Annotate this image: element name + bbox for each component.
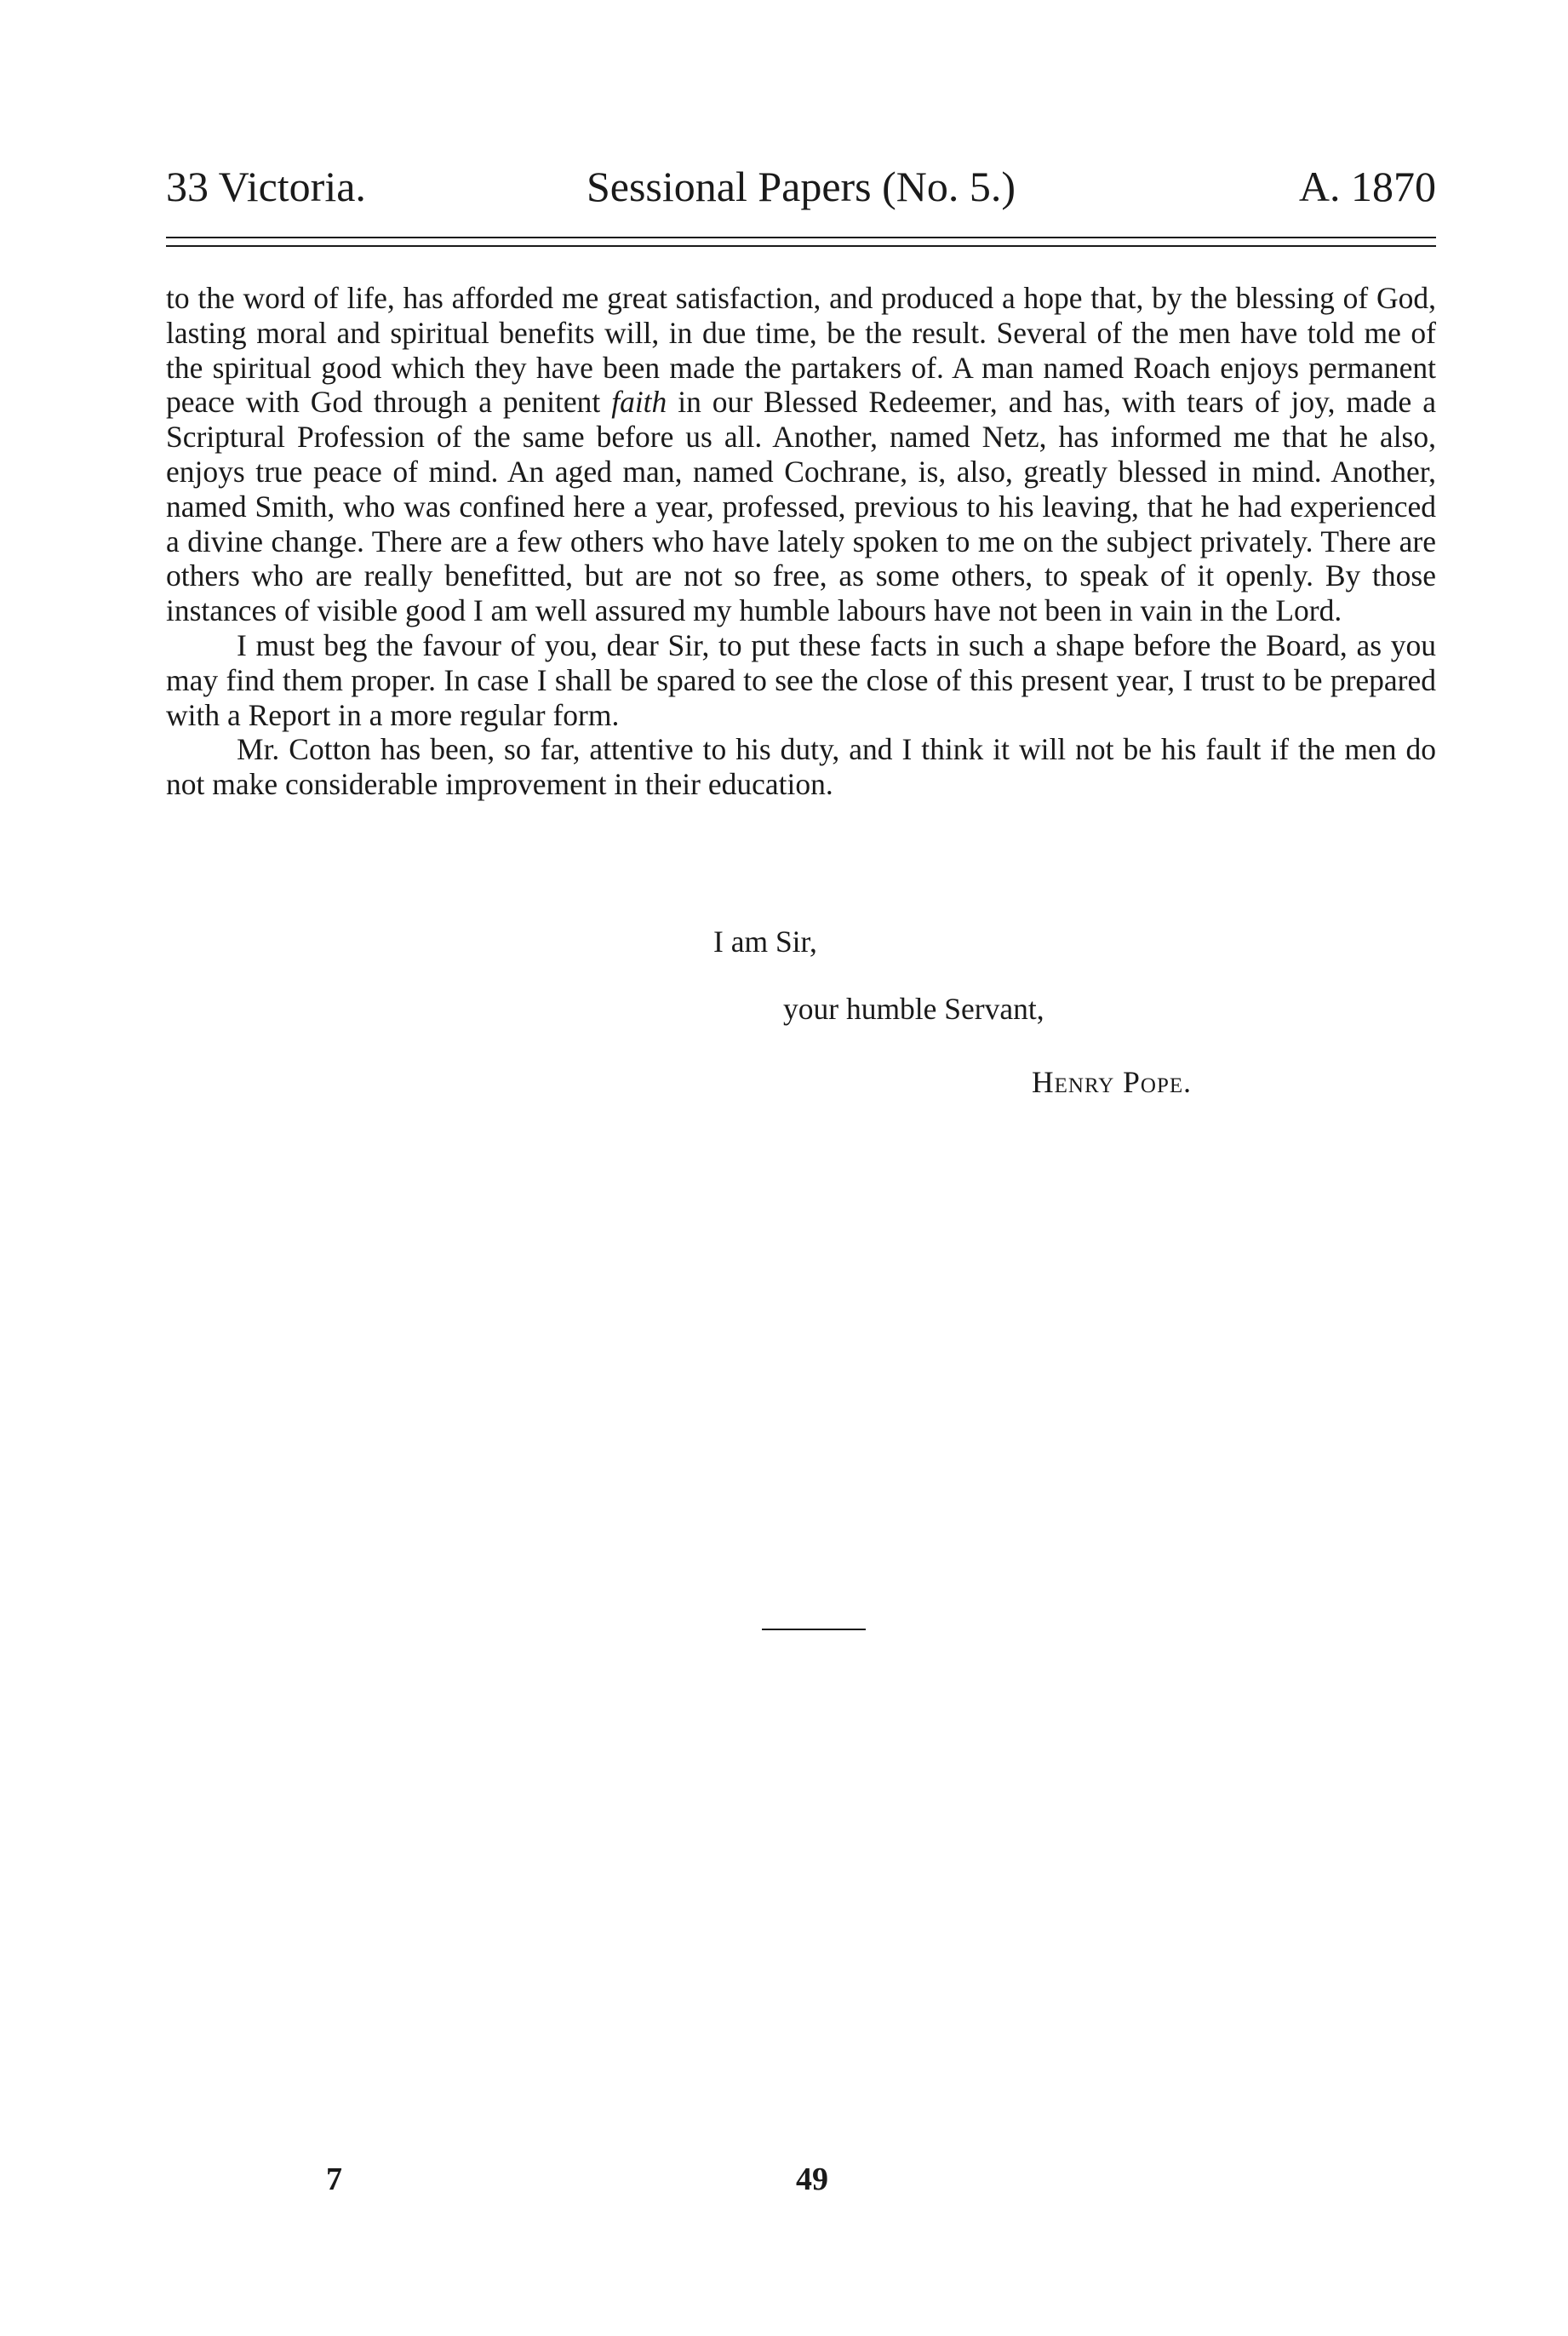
header-year: A. 1870 [1298, 163, 1436, 210]
header-session: 33 Victoria. [166, 163, 366, 210]
letter-body [166, 281, 1436, 802]
signature-mark: 7 [326, 2161, 342, 2197]
paragraph-1-italic: faith [611, 385, 667, 420]
paragraph-1-part-a: to the word of life, has afforded me great satisfaction, and produced a hope that, by the blessing of God, lasting moral and spiritual benefits will, in due time, be the result. Several of the men have told me of the spiritual good which they have been made the partakers of. A man named Roach enjoys permanent peace with God through a penitent [166, 281, 1436, 420]
paragraph-2: I must beg the favour of you, dear Sir, to put these facts in such a shape before the Board, as you may find them proper. In case I shall be spared to see the close of this present year, I trust to be prepared with a Report in a more regular form. [166, 627, 1436, 732]
running-header [166, 162, 1436, 221]
header-title: Sessional Papers (No. 5.) [586, 163, 1016, 210]
paragraph-1 [166, 281, 1436, 628]
signature: Henry Pope. [1032, 1065, 1193, 1099]
salutation: I am Sir, [713, 925, 817, 959]
header-rule-bottom [166, 245, 1436, 247]
page-number: 49 [796, 2161, 828, 2197]
valediction: your humble Servant, [783, 992, 1044, 1026]
paragraph-1-part-b: in our Blessed Redeemer, and has, with tears of joy, made a Scriptural Profession of the same before us all. Another, named Netz, has informed me that he also, enjoys true peace of mind. An aged man, named Cochrane, is, also, greatly blessed in mind. Another, named Smith, who was confined here a year, professed, previous to his leaving, that he had experienced a divine change. There are a few others who have lately spoken to me on the subject privately. There are others who are really benefitted, but are not so free, as some others, to speak of it openly. By those instances of visible good I am well assured my humble labours have not been in vain in the Lord. [166, 385, 1436, 628]
header-rule-top [166, 237, 1436, 238]
section-divider [762, 1629, 866, 1630]
paragraph-3: Mr. Cotton has been, so far, attentive to his duty, and I think it will not be his fault if the men do not make considerable improvement in their education. [166, 732, 1436, 802]
